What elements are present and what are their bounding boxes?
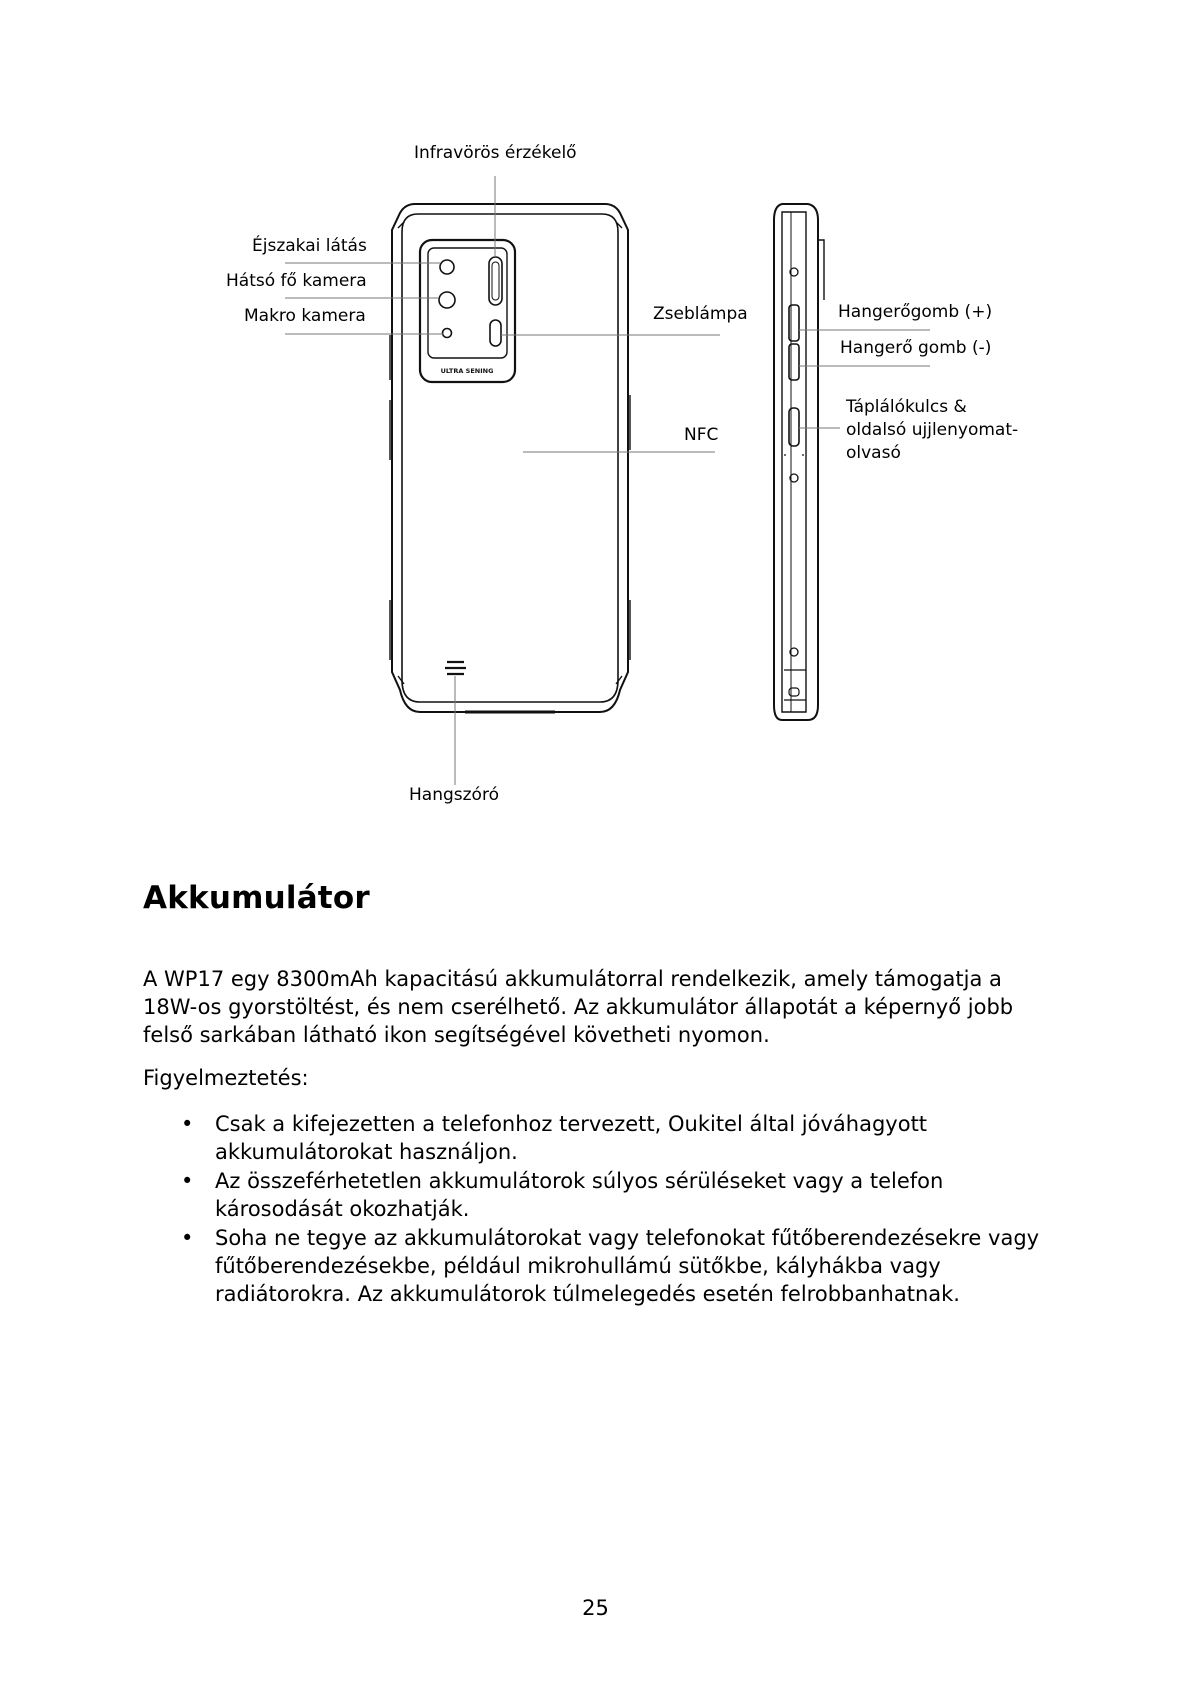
speaker-grille <box>445 662 466 674</box>
list-item <box>143 1110 1063 1166</box>
night-vision-lens <box>440 260 454 274</box>
list-item <box>143 1167 1063 1223</box>
label-power-key-line2: oldalsó ujjlenyomat- <box>846 420 1019 440</box>
list-item <box>143 1224 1063 1308</box>
label-speaker: Hangszóró <box>409 785 499 805</box>
bullet-icon: • <box>181 1226 194 1250</box>
section-heading: Akkumulátor <box>143 880 370 916</box>
page-number: 25 <box>582 1596 609 1620</box>
bullet-icon: • <box>181 1112 194 1136</box>
label-power-key-line1: Táplálókulcs & <box>846 397 967 417</box>
label-macro-camera: Makro kamera <box>244 306 366 326</box>
label-rear-main-camera: Hátsó fő kamera <box>226 271 367 291</box>
flashlight-window <box>490 320 501 346</box>
camera-module <box>420 240 515 382</box>
infrared-sensor <box>489 257 502 305</box>
warning-text: Csak a kifejezetten a telefonhoz tervezett, Oukitel által jóváhagyott akkumulátorokat használjon. <box>215 1112 928 1164</box>
intro-paragraph: A WP17 egy 8300mAh kapacitású akkumulátorral rendelkezik, amely támogatja a 18W-os gyorstöltést, és nem cserélhető. Az akkumulátor állapotát a képernyő jobb felső sarkában látható ikon segítségével követheti nyomon. <box>143 967 1014 1047</box>
bullet-icon: • <box>181 1169 194 1193</box>
phone-side-outline <box>774 204 818 720</box>
rear-main-camera-lens <box>439 292 455 308</box>
camera-module-text: ULTRA SENING <box>440 367 494 375</box>
warning-label: Figyelmeztetés: <box>143 1066 309 1090</box>
label-infrared: Infravörös érzékelő <box>414 143 577 163</box>
warning-text: Az összeférhetetlen akkumulátorok súlyos sérüléseket vagy a telefon károsodását okozhatják. <box>215 1169 944 1221</box>
phone-back-inner <box>402 214 618 702</box>
label-volume-up: Hangerőgomb (+) <box>838 302 993 322</box>
label-night-vision: Éjszakai látás <box>252 236 367 256</box>
label-nfc: NFC <box>684 425 719 445</box>
label-volume-down: Hangerő gomb (-) <box>840 338 992 358</box>
warning-text: Soha ne tegye az akkumulátorokat vagy telefonokat fűtőberendezésekre vagy fűtőberendezésekbe, például mikrohullámú sütőkbe, kályhákba vagy radiátorokra. Az akkumulátorok túlmelegedés esetén felrobbanhatnak. <box>215 1226 1040 1306</box>
macro-camera-lens <box>443 329 452 338</box>
warning-list <box>143 1110 1063 1309</box>
label-power-key-line3: olvasó <box>846 443 901 463</box>
phone-diagram <box>0 0 1191 820</box>
label-flashlight: Zseblámpa <box>653 304 748 324</box>
